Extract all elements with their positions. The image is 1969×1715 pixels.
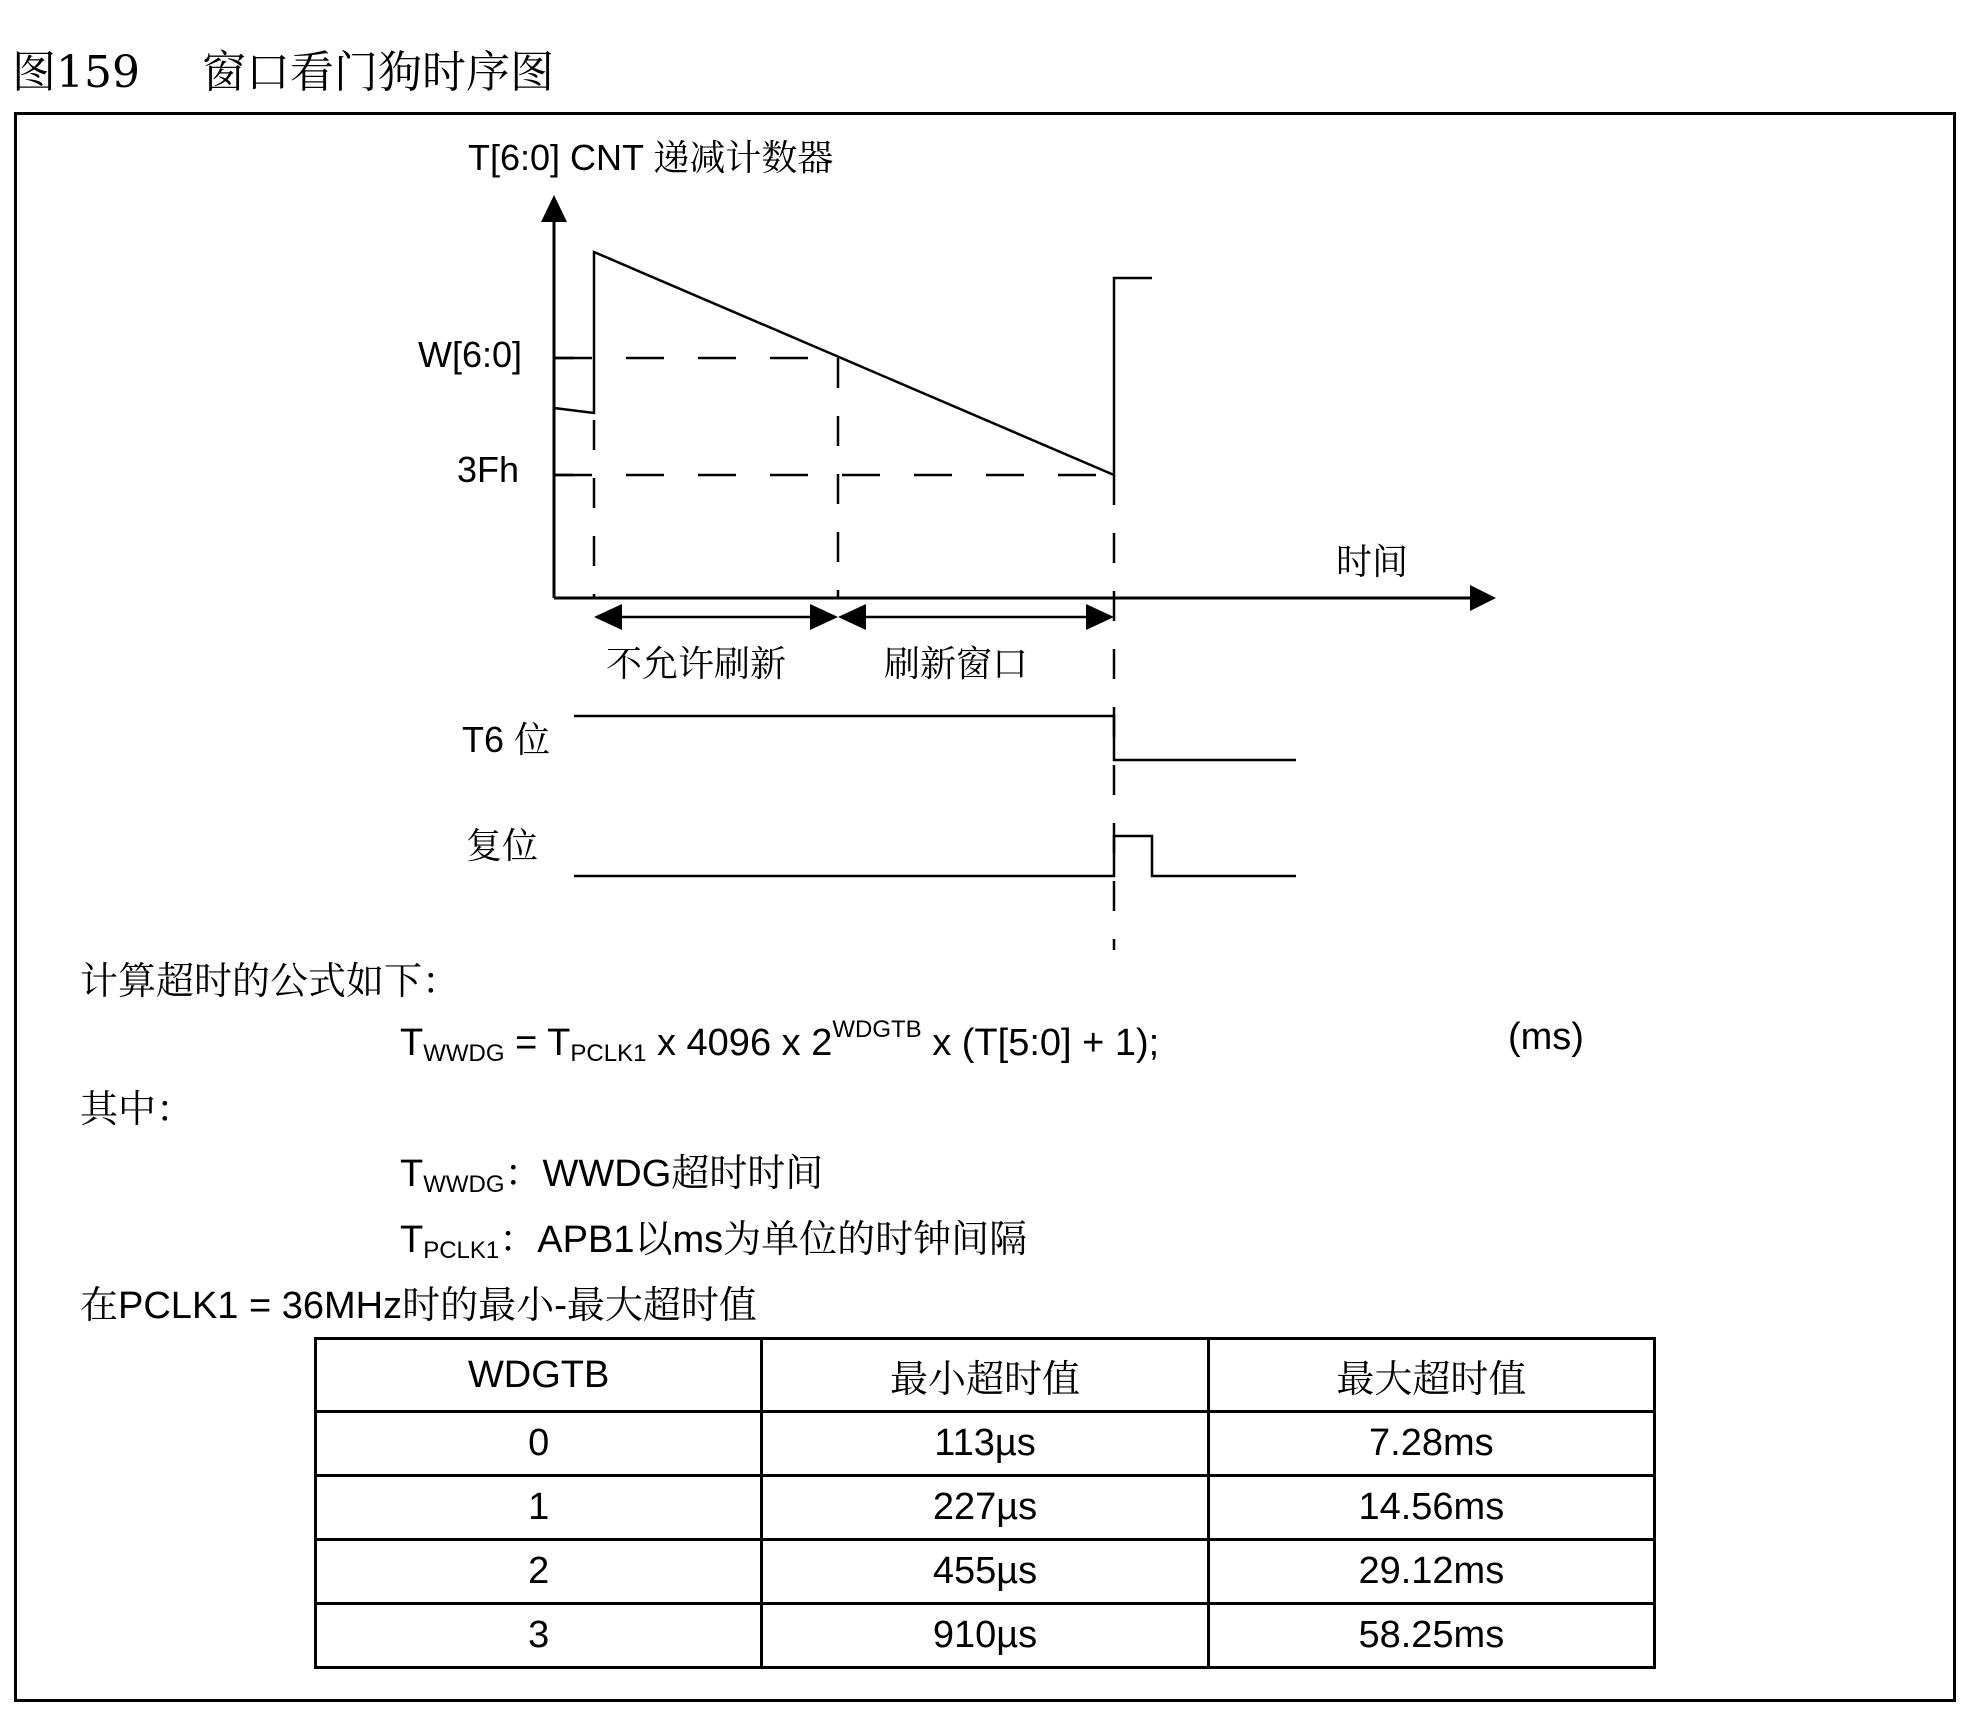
formula-t: T	[400, 1022, 424, 1064]
refresh-window-label: 刷新窗口	[884, 643, 1029, 684]
tpclk-desc-latin: APB1	[537, 1219, 635, 1261]
twwdg-t: T	[400, 1153, 424, 1195]
table-cell: 227µs	[762, 1476, 1208, 1540]
x-axis-arrow-icon	[1470, 585, 1496, 611]
formula-intro: 计算超时的公式如下：	[80, 959, 461, 1003]
formula-unit: (ms)	[1508, 1016, 1584, 1058]
timeout-formula	[400, 1016, 1159, 1068]
timeout-table	[314, 1337, 1656, 1669]
tpclk-desc-ms: ms	[672, 1219, 724, 1261]
no-refresh-label: 不允许刷新	[606, 643, 787, 684]
tpclk-sub: PCLK1	[423, 1237, 500, 1264]
tpclk1-definition	[400, 1208, 1027, 1265]
refresh-window-left-arrow-icon	[838, 604, 866, 630]
refresh-window-right-arrow-icon	[1086, 604, 1114, 630]
figure-number: 图159	[12, 47, 140, 98]
table-header-min: 最小超时值	[762, 1339, 1208, 1412]
reset-waveform	[574, 836, 1296, 876]
table-title-suffix: 时的最小-最大超时值	[402, 1283, 757, 1327]
tpclk-desc-cjk2: 为单位的时钟间隔	[723, 1217, 1028, 1261]
table-title-latin: PCLK1 = 36MHz	[118, 1285, 403, 1327]
twwdg-sub: WWDG	[423, 1171, 505, 1198]
where-label: 其中：	[80, 1087, 195, 1131]
table-cell: 58.25ms	[1208, 1604, 1654, 1668]
table-cell: 29.12ms	[1208, 1540, 1654, 1604]
table-header-wdgtb: WDGTB	[316, 1339, 762, 1412]
table-cell: 910µs	[762, 1604, 1208, 1668]
table-cell: 14.56ms	[1208, 1476, 1654, 1540]
twwdg-desc-latin: WWDG	[542, 1153, 672, 1195]
y-axis-arrow-icon	[541, 195, 567, 222]
t6-bit-label: T6 位	[462, 719, 551, 760]
tpclk-desc-cjk1: 以	[634, 1217, 673, 1261]
table-cell: 113µs	[762, 1412, 1208, 1476]
y-axis-label: T[6:0] CNT 递减计数器	[468, 137, 834, 178]
figure-title: 窗口看门狗时序图	[201, 47, 554, 98]
t6-bit-waveform	[574, 716, 1296, 760]
formula-tail: x (T[5:0] + 1);	[921, 1022, 1160, 1064]
table-row	[316, 1604, 1655, 1668]
no-refresh-left-arrow-icon	[594, 604, 622, 630]
formula-mid: x 4096 x 2	[646, 1022, 833, 1064]
no-refresh-right-arrow-icon	[810, 604, 838, 630]
table-title	[80, 1274, 757, 1329]
tpclk-t: T	[400, 1219, 424, 1261]
formula-exp: WDGTB	[832, 1016, 922, 1043]
table-cell: 455µs	[762, 1540, 1208, 1604]
h3f-level-label: 3Fh	[457, 449, 520, 490]
formula-wwdg-sub: WWDG	[423, 1040, 505, 1067]
table-row	[316, 1412, 1655, 1476]
tpclk-colon: ：	[499, 1217, 538, 1261]
table-row	[316, 1476, 1655, 1540]
formula-pclk1-sub: PCLK1	[570, 1040, 647, 1067]
twwdg-desc-cjk: 超时时间	[671, 1151, 824, 1195]
table-cell: 0	[316, 1412, 762, 1476]
table-cell: 2	[316, 1540, 762, 1604]
twwdg-definition	[400, 1142, 823, 1199]
counter-waveform	[554, 252, 1152, 475]
table-cell: 7.28ms	[1208, 1412, 1654, 1476]
x-axis-label: 时间	[1336, 541, 1409, 582]
table-title-prefix: 在	[80, 1283, 119, 1327]
table-cell: 3	[316, 1604, 762, 1668]
table-row	[316, 1540, 1655, 1604]
twwdg-colon: ：	[504, 1151, 543, 1195]
formula-eq: = T	[504, 1022, 571, 1064]
table-header-row	[316, 1339, 1655, 1412]
table-header-max: 最大超时值	[1208, 1339, 1654, 1412]
table-cell: 1	[316, 1476, 762, 1540]
reset-label: 复位	[466, 825, 539, 866]
w-level-label: W[6:0]	[418, 334, 523, 375]
